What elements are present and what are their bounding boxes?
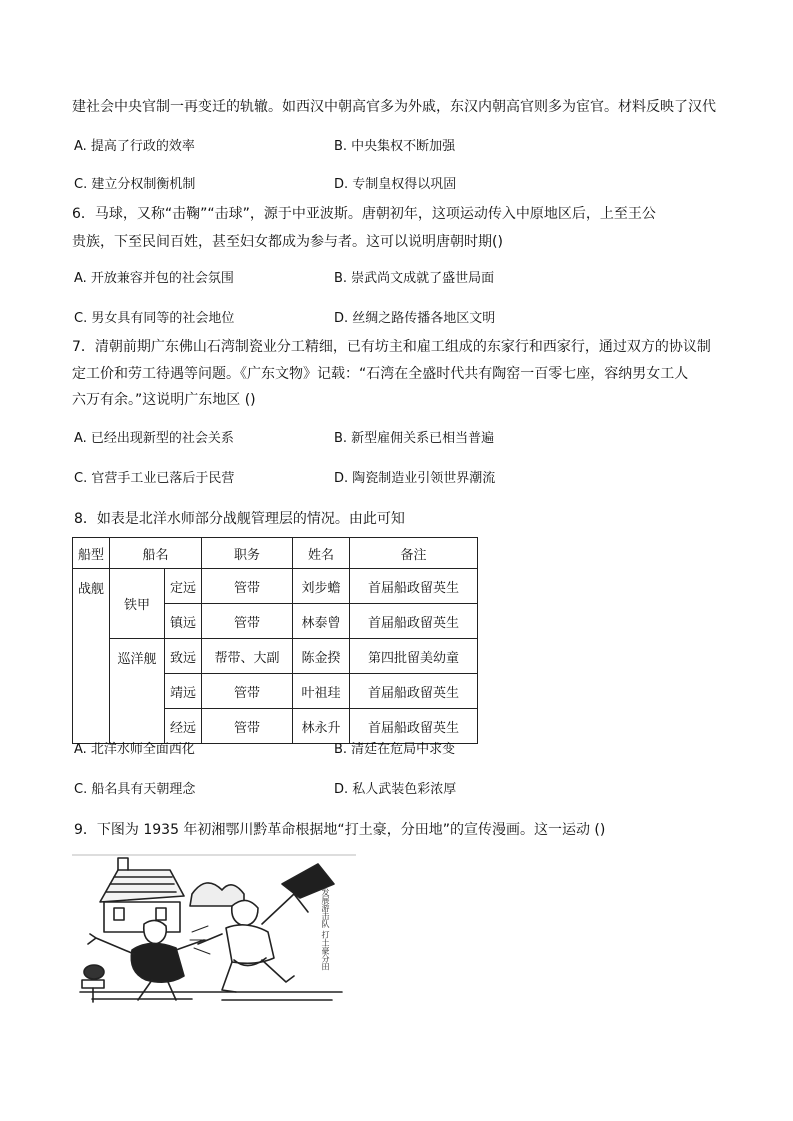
q5-option-a[interactable]: A. 提高了行政的效率 — [74, 139, 195, 154]
header-note: 备注 — [350, 538, 478, 569]
q7-option-a[interactable]: A. 已经出现新型的社会关系 — [74, 431, 234, 446]
person-cell: 叶祖珪 — [293, 674, 350, 709]
header-ship-name: 船名 — [110, 538, 202, 569]
q7-option-d[interactable]: D. 陶瓷制造业引领世界潮流 — [334, 471, 496, 486]
q6-stem-line1: 6．马球，又称“击鞠”“击球”，源于中亚波斯。唐朝初年，这项运动传入中原地区后，上至王公 — [72, 206, 656, 222]
q7-stem-line1: 7．清朝前期广东佛山石湾制瓷业分工精细，已有坊主和雇工组成的东家行和西家行，通过双方的协议制 — [72, 339, 711, 355]
q5-option-c[interactable]: C. 建立分权制衡机制 — [74, 177, 196, 192]
q7-stem-line2: 定工价和劳工待遇等问题。《广东文物》记载：“石湾在全盛时代共有陶窑一百零七座，容纳男女工人 — [72, 366, 689, 382]
fleet-table — [72, 537, 478, 744]
header-post: 职务 — [202, 538, 293, 569]
ship-name-cell: 定远 — [165, 569, 202, 604]
note-cell: 首届船政留英生 — [350, 569, 478, 604]
note-cell: 第四批留美幼童 — [350, 639, 478, 674]
q8-option-d[interactable]: D. 私人武装色彩浓厚 — [334, 782, 457, 797]
post-cell: 管带 — [202, 569, 293, 604]
note-cell: 首届船政留英生 — [350, 709, 478, 744]
q8-option-b[interactable]: B. 清廷在危局中求变 — [334, 742, 456, 757]
post-cell: 管带 — [202, 674, 293, 709]
q7-option-b[interactable]: B. 新型雇佣关系已相当普遍 — [334, 431, 495, 446]
q5-option-d[interactable]: D. 专制皇权得以巩固 — [334, 177, 457, 192]
post-cell: 管带 — [202, 604, 293, 639]
q7-stem-line3: 六万有余。”这说明广东地区 () — [72, 392, 256, 408]
q9-stem: 9．下图为 1935 年初湘鄂川黔革命根据地“打土豪，分田地”的宣传漫画。这一运动 () — [74, 822, 606, 838]
q8-option-c[interactable]: C. 船名具有天朝理念 — [74, 782, 196, 797]
ship-name-cell: 致远 — [165, 639, 202, 674]
q8-option-a[interactable]: A. 北洋水师全面西化 — [74, 742, 195, 757]
header-ship-type: 船型 — [73, 538, 110, 569]
post-cell: 帮带、大副 — [202, 639, 293, 674]
table-header-row — [73, 538, 478, 569]
ship-name-cell: 靖远 — [165, 674, 202, 709]
q5-option-b[interactable]: B. 中央集权不断加强 — [334, 139, 456, 154]
q6-option-b[interactable]: B. 崇武尚文成就了盛世局面 — [334, 271, 495, 286]
person-cell: 陈金揆 — [293, 639, 350, 674]
class-ironclad-cell: 铁甲 — [110, 569, 165, 639]
ship-type-cell: 战舰 — [73, 569, 110, 744]
q8-stem: 8．如表是北洋水师部分战舰管理层的情况。由此可知 — [74, 511, 405, 527]
q6-stem-line2: 贵族，下至民间百姓，甚至妇女都成为参与者。这可以说明唐朝时期() — [72, 234, 503, 250]
table-row — [73, 639, 478, 674]
ship-name-cell: 经远 — [165, 709, 202, 744]
table-row — [73, 569, 478, 604]
q5-stem-tail: 建社会中央官制一再变迁的轨辙。如西汉中朝高官多为外戚，东汉内朝高官则多为宦官。材料反映了汉代 — [72, 99, 716, 115]
note-cell: 首届船政留英生 — [350, 674, 478, 709]
cartoon-caption: 发展游击队 打土豪分田 — [321, 888, 330, 971]
q6-option-d[interactable]: D. 丝绸之路传播各地区文明 — [334, 311, 496, 326]
q6-option-c[interactable]: C. 男女具有同等的社会地位 — [74, 311, 235, 326]
propaganda-cartoon-image — [72, 854, 356, 1006]
person-cell: 林泰曾 — [293, 604, 350, 639]
q7-option-c[interactable]: C. 官营手工业已落后于民营 — [74, 471, 235, 486]
header-person: 姓名 — [293, 538, 350, 569]
person-cell: 林永升 — [293, 709, 350, 744]
ship-name-cell: 镇远 — [165, 604, 202, 639]
note-cell: 首届船政留英生 — [350, 604, 478, 639]
post-cell: 管带 — [202, 709, 293, 744]
person-cell: 刘步蟾 — [293, 569, 350, 604]
q6-option-a[interactable]: A. 开放兼容并包的社会氛围 — [74, 271, 234, 286]
class-cruiser-cell: 巡洋舰 — [110, 639, 165, 744]
